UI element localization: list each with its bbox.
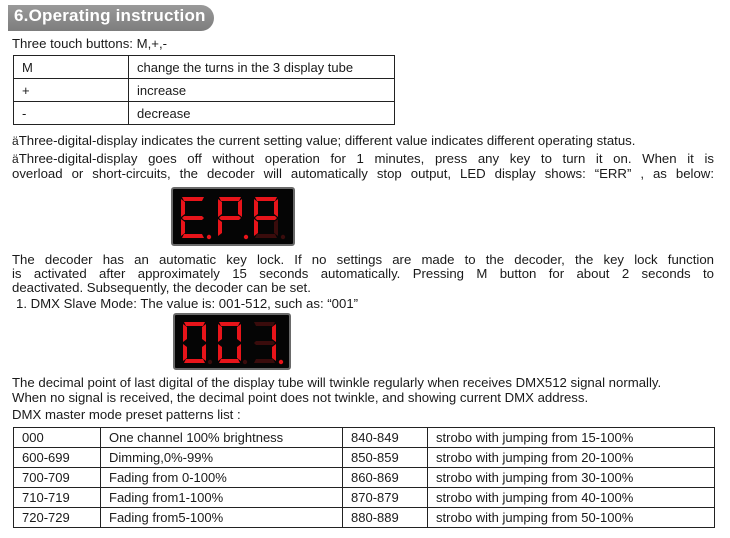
preset-code: 700-709: [14, 468, 101, 488]
table-row: [14, 102, 395, 125]
note-text: Three-digital-display goes off without operation for 1 minutes, press any key to turn it on. When it is: [18, 151, 714, 166]
button-description: change the turns in the 3 display tube: [129, 56, 395, 79]
table-row: [14, 56, 395, 79]
button-key: +: [14, 79, 129, 102]
note-text: Three-digital-display indicates the current setting value; different value indicates different operating status.: [18, 133, 636, 148]
table-row: [14, 508, 715, 528]
preset-description: Fading from5-100%: [101, 508, 343, 528]
preset-description: Fading from1-100%: [101, 488, 343, 508]
table-row: [14, 428, 715, 448]
dmx-slave-mode: 1. DMX Slave Mode: The value is: 001-512, such as: “001”: [16, 296, 359, 311]
decimal-point-line1: The decimal point of last digital of the display tube will twinkle regularly when receives DMX512 signal normally.: [12, 375, 662, 390]
preset-code: 850-859: [343, 448, 428, 468]
led-display-001: [173, 313, 291, 370]
preset-code: 860-869: [343, 468, 428, 488]
preset-code: 600-699: [14, 448, 101, 468]
preset-description: strobo with jumping from 50-100%: [428, 508, 715, 528]
bullet-glyph: ä: [12, 134, 19, 148]
table-row: [14, 488, 715, 508]
preset-table: [13, 427, 715, 528]
buttons-intro: Three touch buttons: M,+,-: [12, 36, 168, 51]
table-row: [14, 448, 715, 468]
table-row: [14, 468, 715, 488]
preset-list-title: DMX master mode preset patterns list :: [12, 407, 241, 422]
preset-description: strobo with jumping from 20-100%: [428, 448, 715, 468]
button-key: -: [14, 102, 129, 125]
note-display-off-line1: [12, 151, 714, 167]
section-title: 6.Operating instruction: [14, 6, 206, 25]
preset-code: 000: [14, 428, 101, 448]
note-display-off-line2: overload or short-circuits, the decoder will automatically stop output, LED display shows: “ERR” , as below:: [12, 166, 714, 181]
button-table: [13, 55, 395, 125]
preset-code: 720-729: [14, 508, 101, 528]
preset-code: 870-879: [343, 488, 428, 508]
preset-description: One channel 100% brightness: [101, 428, 343, 448]
decimal-point-line2: When no signal is received, the decimal point does not twinkle, and showing current DMX address.: [12, 390, 589, 405]
preset-description: strobo with jumping from 40-100%: [428, 488, 715, 508]
led-digits-001: [175, 315, 289, 368]
button-key: M: [14, 56, 129, 79]
led-digits-err: [173, 189, 293, 244]
preset-description: strobo with jumping from 30-100%: [428, 468, 715, 488]
preset-description: Fading from 0-100%: [101, 468, 343, 488]
button-description: increase: [129, 79, 395, 102]
preset-code: 840-849: [343, 428, 428, 448]
keylock-line1: The decoder has an automatic key lock. If no settings are made to the decoder, the key lock function: [12, 252, 714, 267]
preset-code: 710-719: [14, 488, 101, 508]
note-display-status: [12, 133, 712, 149]
preset-code: 880-889: [343, 508, 428, 528]
preset-description: strobo with jumping from 15-100%: [428, 428, 715, 448]
keylock-line3: deactivated. Subsequently, the decoder can be set.: [12, 280, 311, 295]
keylock-line2: is activated after approximately 15 seconds automatically. Pressing M button for about 2 seconds to: [12, 266, 714, 281]
preset-description: Dimming,0%-99%: [101, 448, 343, 468]
button-description: decrease: [129, 102, 395, 125]
bullet-glyph: ä: [12, 152, 19, 166]
table-row: [14, 79, 395, 102]
led-display-err: [171, 187, 295, 246]
